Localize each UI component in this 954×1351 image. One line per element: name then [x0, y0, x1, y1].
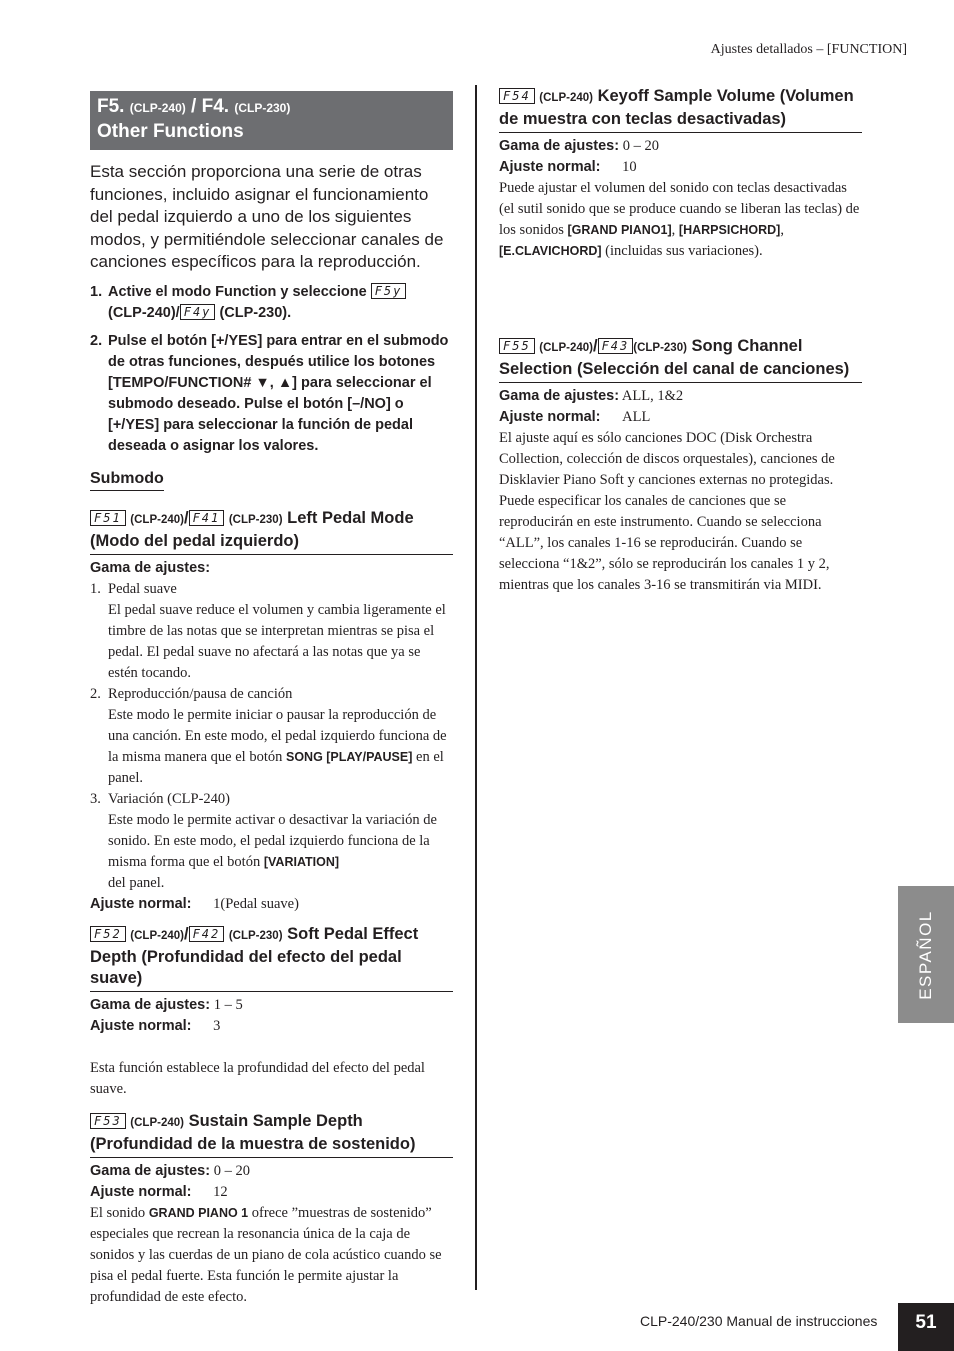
range-row: Gama de ajustes: 1 – 5: [90, 997, 243, 1013]
section-body: [499, 136, 862, 262]
section-body: [90, 995, 453, 1100]
lcd-display-icon: F54: [499, 88, 535, 104]
lcd-display-icon: F4y: [180, 304, 216, 320]
page-number: 51: [898, 1303, 954, 1351]
title-line-2: Other Functions: [97, 121, 244, 142]
lcd-display-icon: F5y: [371, 283, 407, 299]
section-body: [499, 386, 862, 596]
section-soft-pedal-depth: [90, 924, 453, 1100]
range-row: Gama de ajustes: 0 – 20: [90, 1163, 250, 1179]
section-heading: F52 (CLP-240)/ F42 (CLP-230) Soft Pedal Effect Depth (Profundidad del efecto del pedal suave): [90, 924, 453, 992]
default-row: Ajuste normal: 3: [90, 1018, 221, 1034]
step-1: 1. Active el modo Function y seleccione F5y (CLP-240)/ F4y (CLP-230).: [90, 282, 455, 324]
title-line-1: F5. (CLP-240) / F4. (CLP-230): [97, 96, 291, 117]
list-item: 3. Variación (CLP-240) Este modo le permite activar o desactivar la variación de sonido. En este modo, el pedal izquierdo funciona de la misma forma que el botón [VARIATION] del panel.: [90, 791, 437, 891]
section-description: El sonido GRAND PIANO 1 ofrece ”muestras de sostenido” especiales que recrean la resonancia única de la caja de sonidos y las cuerdas de un piano de cola acústico cuando se pisa el pedal fuerte. Esta función le permite ajustar la profundidad de este efecto.: [90, 1205, 442, 1305]
intro-paragraph: Esta sección proporciona una serie de otras funciones, incluido asignar el funcionamiento del pedal izquierdo a uno de los siguientes modos, y permitiéndole seleccionar canales de canciones específicos para la reproducción.: [90, 162, 444, 271]
range-row: Gama de ajustes: ALL, 1&2: [499, 388, 684, 404]
lcd-display-icon: F53: [90, 1113, 126, 1129]
list-item: 1. Pedal suave El pedal suave reduce el volumen y cambia ligeramente el timbre de las notas que se interpretan mientras se pisa el pedal. El pedal suave no afectará a las notas que ya se estén tocando.: [90, 581, 446, 681]
range-label: Gama de ajustes:: [90, 560, 211, 576]
section-song-channel-selection: [499, 336, 862, 596]
default-row: Ajuste normal: 10: [499, 159, 637, 175]
default-row: Ajuste normal: 12: [90, 1184, 228, 1200]
lcd-display-icon: F51: [90, 510, 126, 526]
lcd-display-icon: F52: [90, 926, 126, 942]
submodo-heading: Submodo: [90, 468, 164, 491]
lcd-display-icon: F43: [598, 338, 634, 354]
language-side-tab: ESPAÑOL: [898, 886, 954, 1023]
section-keyoff-sample-volume: [499, 86, 862, 262]
footer-manual-title: CLP-240/230 Manual de instrucciones: [640, 1313, 878, 1329]
section-body: [90, 558, 453, 915]
range-row: Gama de ajustes: 0 – 20: [499, 138, 659, 154]
lcd-display-icon: F41: [189, 510, 225, 526]
steps-list: [90, 282, 455, 464]
default-row: Ajuste normal: ALL: [499, 409, 651, 425]
section-description: Esta función establece la profundidad del efecto del pedal suave.: [90, 1060, 425, 1097]
section-body: [90, 1161, 453, 1308]
section-heading: F54 (CLP-240) Keyoff Sample Volume (Volumen de muestra con teclas desactivadas): [499, 86, 862, 133]
column-divider: [475, 85, 477, 1290]
default-row: Ajuste normal: 1(Pedal suave): [90, 896, 299, 912]
running-header: Ajustes detallados – [FUNCTION]: [710, 42, 907, 57]
section-description: El ajuste aquí es sólo canciones DOC (Disk Orchestra Collection, colección de discos orquestales), canciones de Disklavier Piano Soft y canciones externas no protegidas. Puede especificar los canales de canciones que se reproducirán en este instrumento. Cuando se selecciona “ALL”, los canales 1-16 se reproducirán. Cuando se selecciona “1&2”, sólo se reproducirán los canales 1 y 2, mientras que los canales 3-16 se transmitirán via MIDI.: [499, 430, 835, 593]
section-description: Puede ajustar el volumen del sonido con teclas desactivadas (el sutil sonido que se produce cuando se liberan las teclas) de los sonidos [GRAND PIANO1], [HARPSICHORD], [E.CLAVICHORD] (incluidas sus variaciones).: [499, 180, 860, 259]
list-item: 2. Reproducción/pausa de canción Este modo le permite iniciar o pausar la reproducción de una canción. En este modo, el pedal izquierdo funciona de la misma manera que el botón SONG [PLAY/PAUSE] en el panel.: [90, 686, 447, 786]
section-heading: F51 (CLP-240)/ F41 (CLP-230) Left Pedal Mode (Modo del pedal izquierdo): [90, 508, 453, 555]
section-left-pedal-mode: [90, 508, 453, 915]
section-sustain-sample-depth: [90, 1111, 453, 1308]
section-heading: F53 (CLP-240) Sustain Sample Depth (Profundidad de la muestra de sostenido): [90, 1111, 453, 1158]
lcd-display-icon: F42: [189, 926, 225, 942]
lcd-display-icon: F55: [499, 338, 535, 354]
section-heading: F55 (CLP-240)/ F43 (CLP-230) Song Channel Selection (Selección del canal de canciones): [499, 336, 862, 383]
section-title-bar: [90, 91, 453, 150]
step-2: 2. Pulse el botón [+/YES] para entrar en el submodo de otras funciones, después utilice los botones [TEMPO/FUNCTION# ▼, ▲] para seleccionar el submodo deseado. Pulse el botón [–/NO] o [+/YES] para seleccionar la función de pedal deseada o asignar los valores.: [90, 333, 449, 454]
